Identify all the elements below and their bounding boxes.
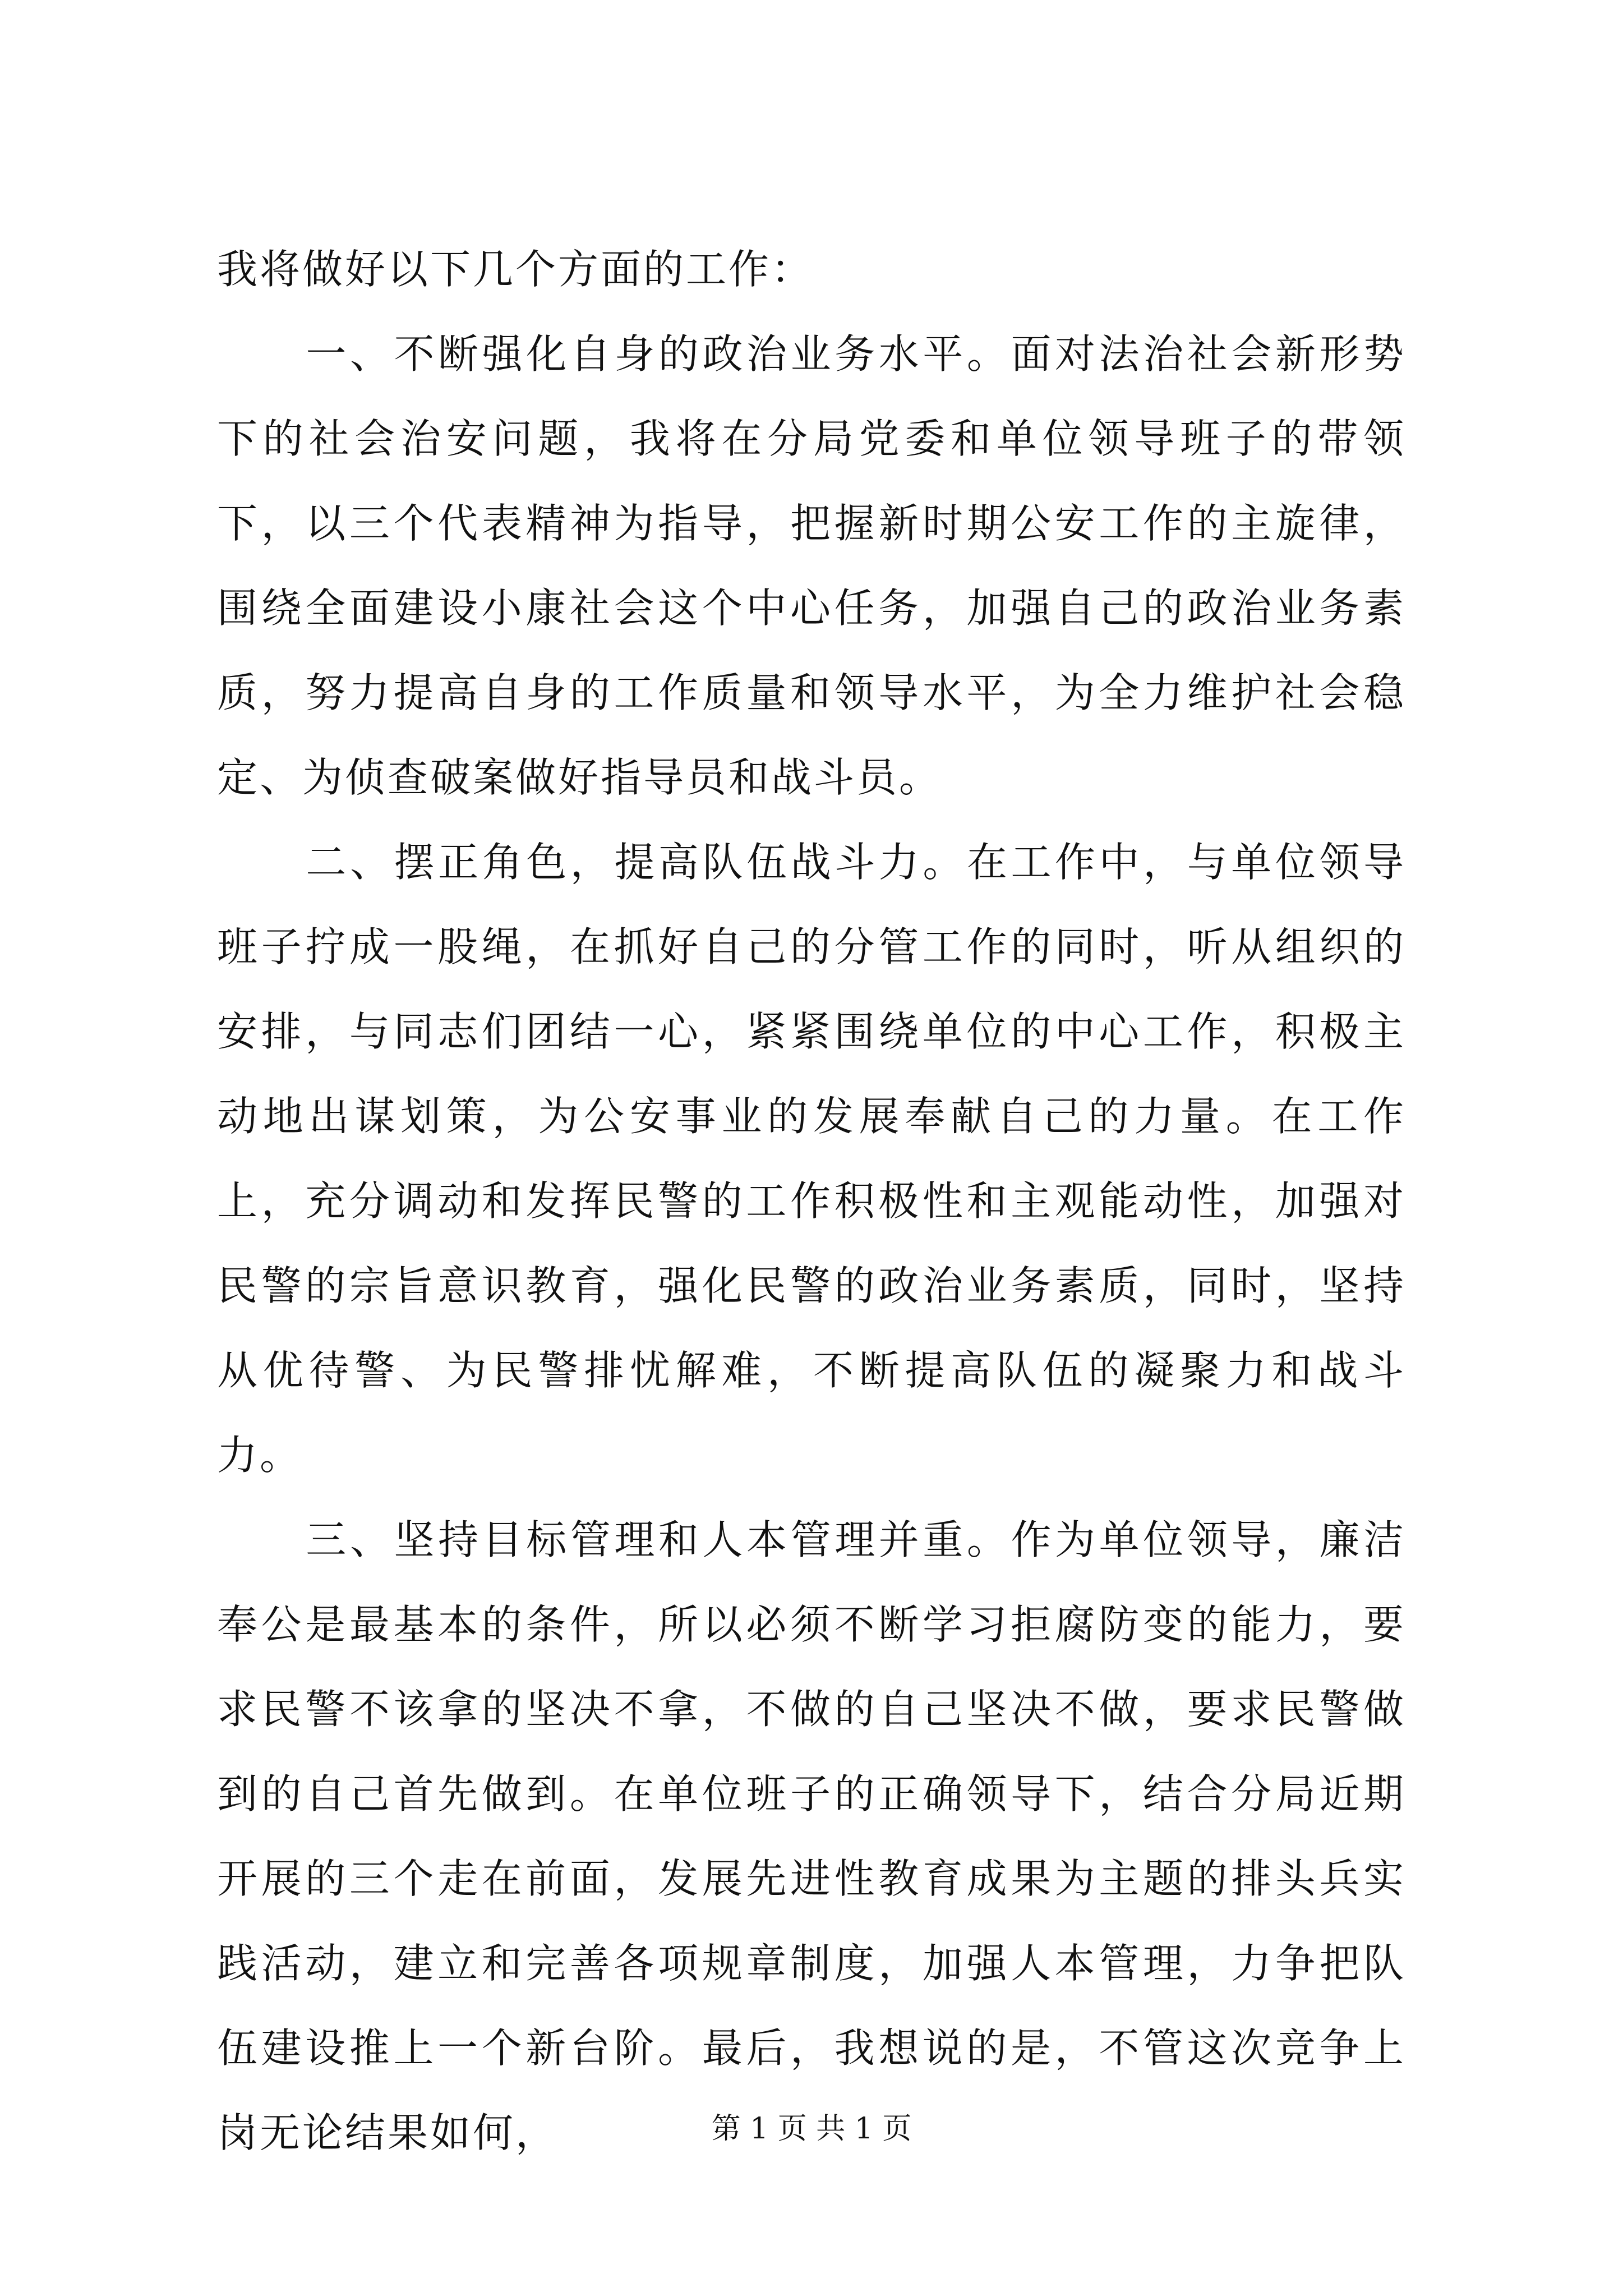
paragraph-intro: 我将做好以下几个方面的工作： (217, 246, 814, 293)
page-footer: 第 1 页 共 1 页 (711, 2112, 912, 2146)
paragraph-one: 一、不断强化自身的政治业务水平。面对法治社会新形势下的社会治安问题，我将在分局党委和单位领导班子的带领下，以三个代表精神为指导，把握新时期公安工作的主旋律，围绕全面建设小康社会这个中心任务，加强自己的政治业务素质，努力提高自身的工作质量和领导水平，为全力维护社会稳定、为侦查破案做好指导员和战斗员。 (217, 330, 1406, 801)
document-body (217, 227, 1406, 2175)
paragraph-three: 三、坚持目标管理和人本管理并重。作为单位领导，廉洁奉公是最基本的条件，所以必须不断学习拒腐防变的能力，要求民警不该拿的坚决不拿，不做的自己坚决不做，要求民警做到的自己首先做到。在单位班子的正确领导下，结合分局近期开展的三个走在前面，发展先进性教育成果为主题的排头兵实践活动，建立和完善各项规章制度，加强人本管理，力争把队伍建设推上一个新台阶。最后，我想说的是，不管这次竞争上岗无论结果如何， (217, 1516, 1406, 2156)
paragraph-two: 二、摆正角色，提高队伍战斗力。在工作中，与单位领导班子拧成一股绳，在抓好自己的分管工作的同时，听从组织的安排，与同志们团结一心，紧紧围绕单位的中心工作，积极主动地出谋划策，为公安事业的发展奉献自己的力量。在工作上，充分调动和发挥民警的工作积极性和主观能动性，加强对民警的宗旨意识教育，强化民警的政治业务素质，同时，坚持从优待警、为民警排忧解难，不断提高队伍的凝聚力和战斗力。 (217, 839, 1406, 1479)
